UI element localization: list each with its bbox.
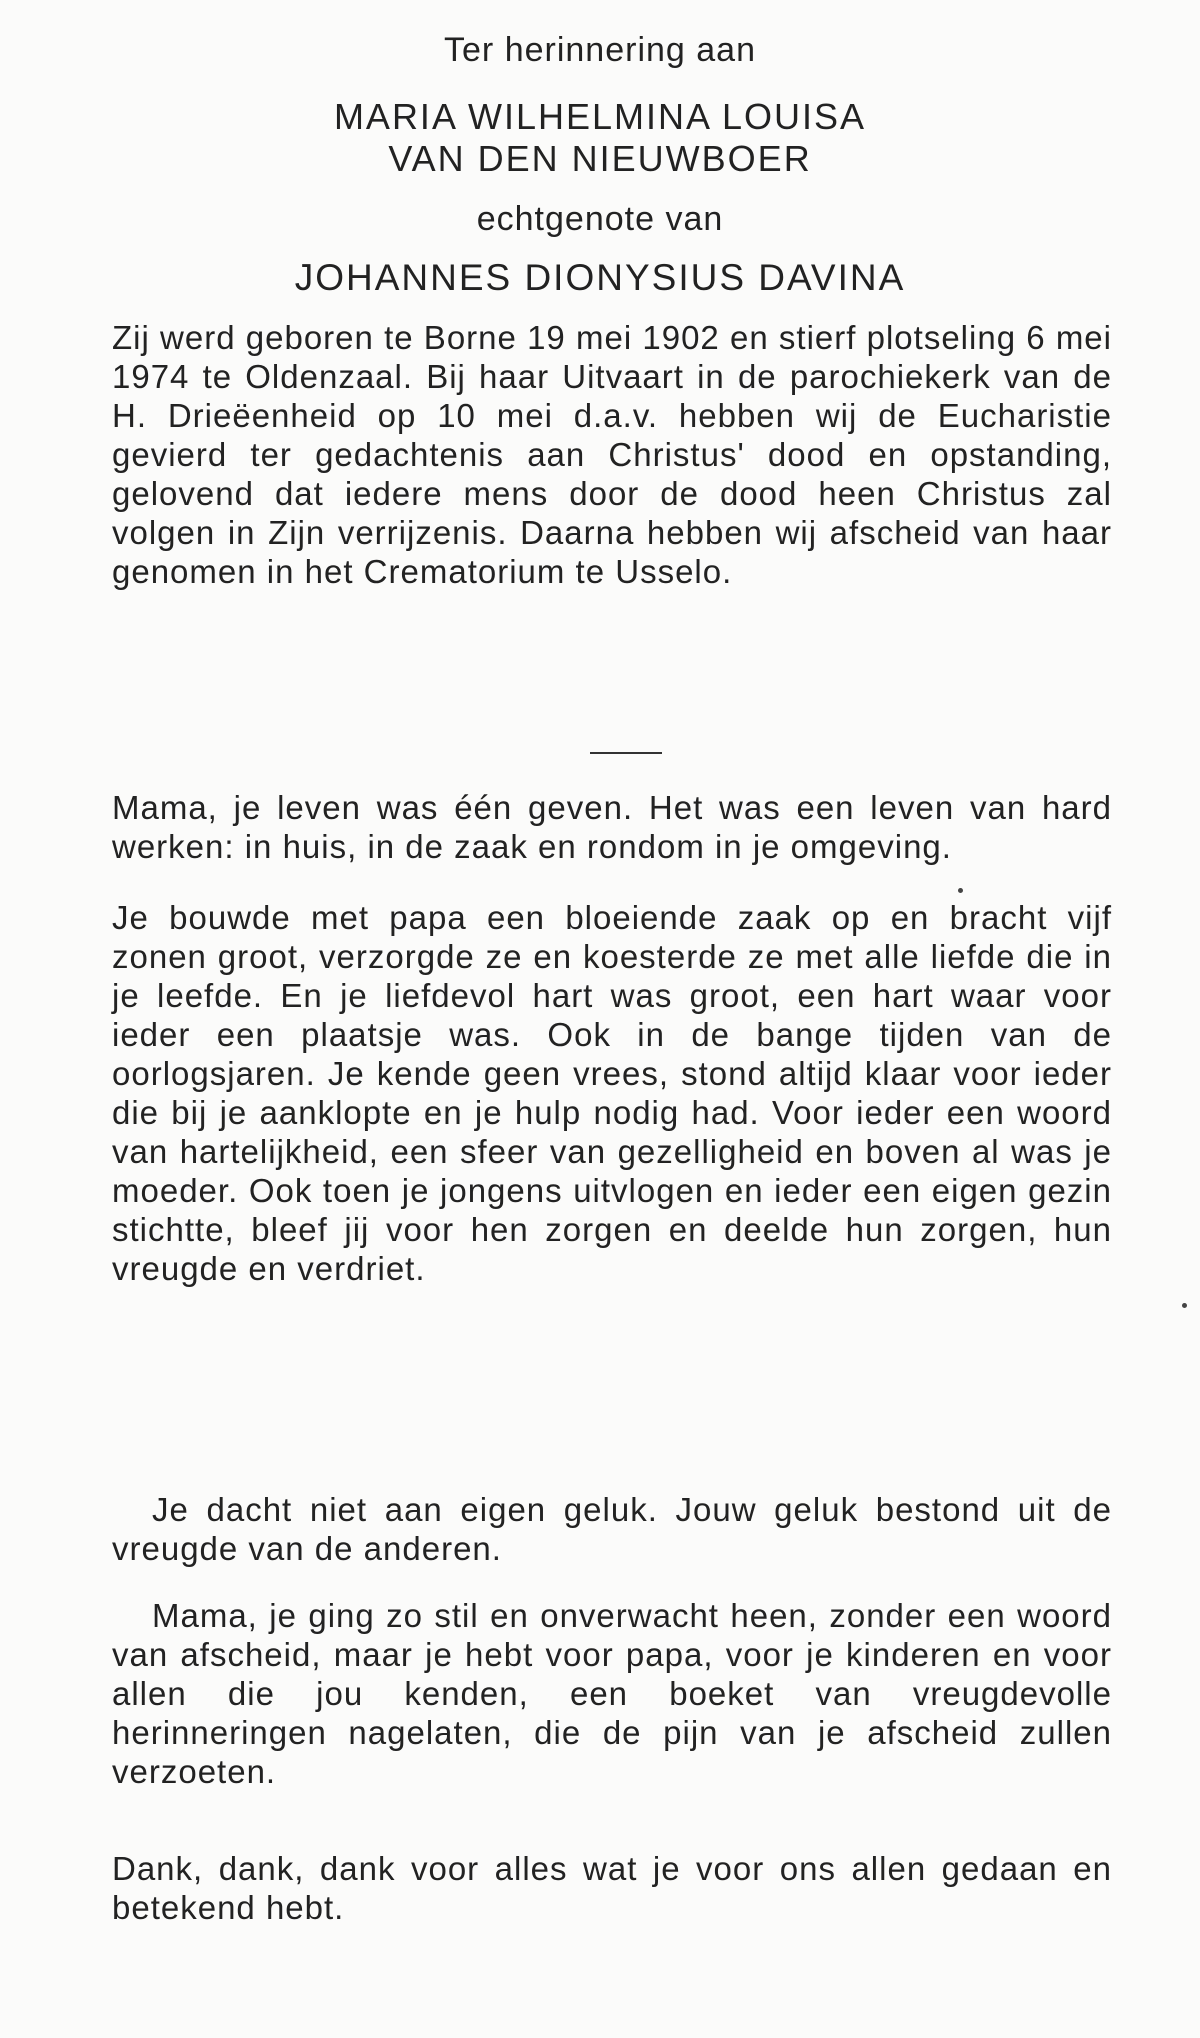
intro-line: Ter herinnering aan <box>444 31 756 69</box>
tribute-paragraph-1: Mama, je leven was één geven. Het was een leven van hard werken: in huis, in de zaak en rondom in je omgeving. <box>112 789 1112 865</box>
tribute-paragraph-5: Dank, dank, dank voor alles wat je voor ons allen gedaan en betekend hebt. <box>112 1850 1112 1926</box>
deceased-name-line-2: VAN DEN NIEUWBOER <box>388 138 812 179</box>
tribute-paragraph-4: Mama, je ging zo stil en onverwacht heen, zonder een woord van afscheid, maar je hebt voor papa, voor je kinderen en voor allen die jou kenden, een boeket van vreugdevolle herinneringen nagelaten, die de pijn van je afscheid zullen verzoeten. <box>112 1597 1112 1790</box>
tribute-paragraph-2: Je bouwde met papa een bloeiende zaak op en bracht vijf zonen groot, verzorgde ze en koesterde ze met alle liefde die in je leefde. En je liefdevol hart was groot, een hart waar voor ieder een plaatsje was. Ook in de bange tijden van de oorlogsjaren. Je kende geen vrees, stond altijd klaar voor ieder die bij je aanklopte en je hulp nodig had. Voor ieder een woord van hartelijkheid, een sfeer van gezelligheid en boven al was je moeder. Ook toen je jongens uitvlogen en ieder een eigen gezin stichtte, bleef jij voor hen zorgen en deelde hun zorgen, hun vreugde en verdriet. <box>112 899 1112 1287</box>
section-divider <box>590 752 662 754</box>
deceased-name-line-1: MARIA WILHELMINA LOUISA <box>333 96 867 137</box>
print-speck <box>1182 1303 1187 1308</box>
print-speck <box>958 888 963 893</box>
obituary-paragraph: Zij werd geboren te Borne 19 mei 1902 en stierf plotseling 6 mei 1974 te Oldenzaal. Bij haar Uitvaart in de parochiekerk van de H. Drieëenheid op 10 mei d.a.v. hebben wij de Eucharistie gevierd ter gedachtenis aan Christus' dood en opstanding, gelovend dat iedere mens door de dood heen Christus zal volgen in Zijn verrijzenis. Daarna hebben wij afscheid van haar genomen in het Crematorium te Usselo. <box>112 319 1112 590</box>
deceased-name <box>190 96 1010 180</box>
spouse-name: JOHANNES DIONYSIUS DAVINA <box>294 257 906 298</box>
spouse-intro: echtgenote van <box>476 200 724 238</box>
tribute-paragraph-3: Je dacht niet aan eigen geluk. Jouw geluk bestond uit de vreugde van de anderen. <box>112 1491 1112 1567</box>
